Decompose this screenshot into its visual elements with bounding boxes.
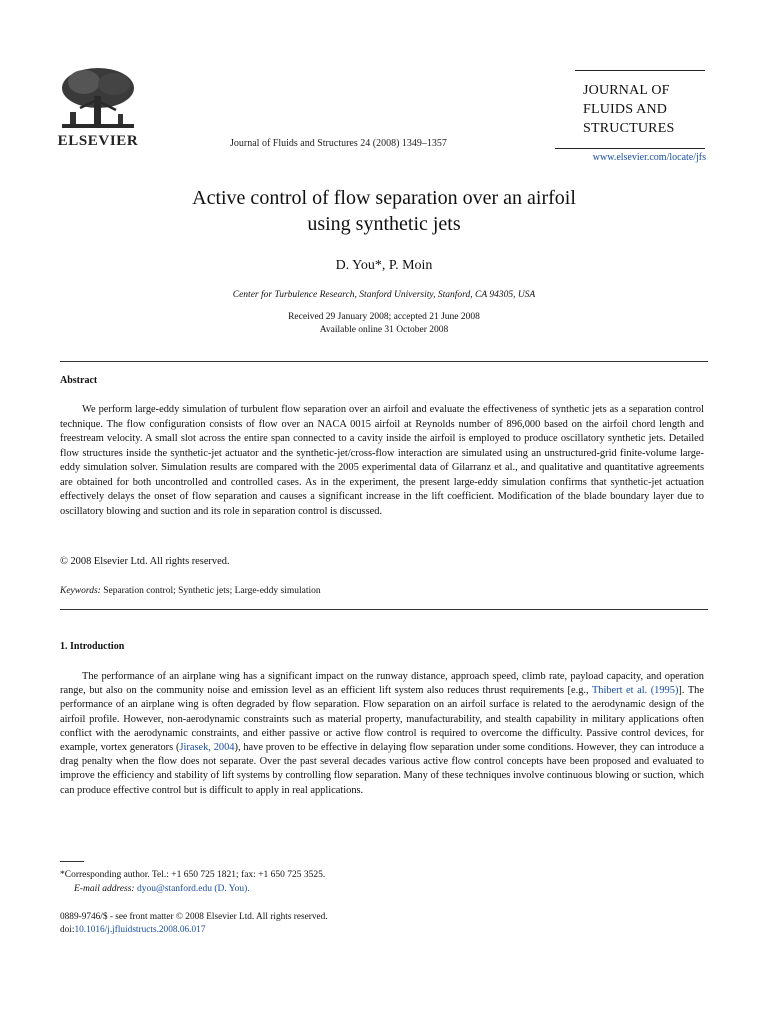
email-link[interactable]: dyou@stanford.edu (D. You). (136, 884, 250, 894)
abstract-body: We perform large-eddy simulation of turbulent flow separation over an airfoil and evaluate the effectiveness of synthetic jets as a separation control technique. The flow configuration consists of flow over an NACA 0015 airfoil at Reynolds number of 896,000 based on the airfoil chord length and freestream velocity. A small slot across the entire span connected to a cavity inside the airfoil is employed to produce oscillatory synthetic jets. Detailed flow structures inside the synthetic-jet actuator and the synthetic-jet/cross-flow interaction are simulated using an unstructured-grid finite-volume large-eddy simulation solver. Simulation results are compared with the 2005 experimental data of Gilarranz et al., and qualitative and quantitative agreements are obtained for both uncontrolled and controlled cases. As in the experiment, the present large-eddy simulation confirms that synthetic-jet actuation effectively delays the onset of flow separation and causes a significant increase in the lift coefficient. Modification of the blade boundary layer due to oscillatory blowing and suction and its role in separation control is discussed. (60, 404, 704, 517)
doi-line (60, 924, 328, 937)
introduction-paragraph (60, 670, 704, 798)
journal-name (583, 81, 674, 138)
section-heading-introduction: 1. Introduction (60, 641, 125, 652)
journal-reference: Journal of Fluids and Structures 24 (2008) 1349–1357 (230, 138, 447, 149)
journal-top-rule (575, 70, 705, 71)
abstract-top-divider (60, 361, 708, 362)
article-title-line: Active control of flow separation over an airfoil (192, 187, 576, 209)
keywords-label: Keywords: (60, 586, 101, 596)
journal-url-link[interactable]: www.elsevier.com/locate/jfs (592, 152, 706, 163)
article-authors: D. You*, P. Moin (335, 258, 433, 273)
footnote-rule (60, 861, 84, 862)
intro-text: ), have proven to be effective in delaying flow separation under some conditions. However, they can introduce a drag penalty when the flow does not separate. Over the past several decades various active flow control concepts have been proposed and evaluated to improve the efficiency and stability of lift systems by controlling flow separation. Many of these techniques involve continuous blowing or suction, which can produce effective control but is difficult to apply in real applications. (60, 742, 704, 796)
keywords (60, 586, 321, 596)
publisher-logo (56, 64, 140, 150)
doi-label: doi: (60, 925, 75, 935)
publisher-name: ELSEVIER (57, 133, 139, 149)
article-title (60, 185, 708, 237)
article-title-line: using synthetic jets (307, 213, 461, 235)
journal-bottom-rule (555, 148, 705, 149)
journal-name-line: JOURNAL OF (583, 83, 670, 98)
citation-link[interactable]: Jirasek, 2004 (179, 742, 235, 754)
elsevier-tree-logo-icon (56, 64, 140, 134)
intro-text: ]. The performance of an airplane wing is often degraded by flow separation. Flow separation on an airfoil surface is related to the aerodynamic design of the airfoil profile. However, non-aerodynamic constraints such as material property, manufacturability, and stealth capability in military applications often conflict with the aerodynamic constraints, and either passive or active flow control is required to overcome the difficulty. Passive control devices, for example, vortex generators ( (60, 685, 704, 754)
footnote (60, 868, 325, 896)
corresponding-author-note: *Corresponding author. Tel.: +1 650 725 1821; fax: +1 650 725 3525. (60, 870, 326, 880)
available-date: Available online 31 October 2008 (319, 325, 449, 335)
journal-name-line: STRUCTURES (583, 121, 675, 136)
abstract-bottom-divider (60, 609, 708, 610)
citation-link[interactable]: Thibert et al. (1995) (591, 685, 679, 697)
journal-name-line: FLUIDS AND (583, 102, 668, 117)
received-date: Received 29 January 2008; accepted 21 June 2008 (288, 312, 480, 322)
issn-line: 0889-9746/$ - see front matter © 2008 Elsevier Ltd. All rights reserved. (60, 912, 328, 922)
article-dates (60, 311, 708, 337)
doi-link[interactable]: 10.1016/j.jfluidstructs.2008.06.017 (74, 925, 206, 935)
front-matter (60, 911, 328, 937)
email-line (60, 882, 325, 896)
author-affiliation: Center for Turbulence Research, Stanford University, Stanford, CA 94305, USA (232, 290, 536, 300)
abstract-copyright: © 2008 Elsevier Ltd. All rights reserved. (60, 556, 230, 567)
intro-text: The performance of an airplane wing has a significant impact on the runway distance, approach speed, climb rate, payload capacity, and operation range, but also on the community noise and emission level as an efficient lift system also reduces thrust requirements [e.g., (60, 671, 704, 697)
abstract-heading: Abstract (60, 375, 98, 386)
keywords-list: Separation control; Synthetic jets; Large-eddy simulation (103, 586, 321, 596)
email-label: E-mail address: (74, 884, 135, 894)
